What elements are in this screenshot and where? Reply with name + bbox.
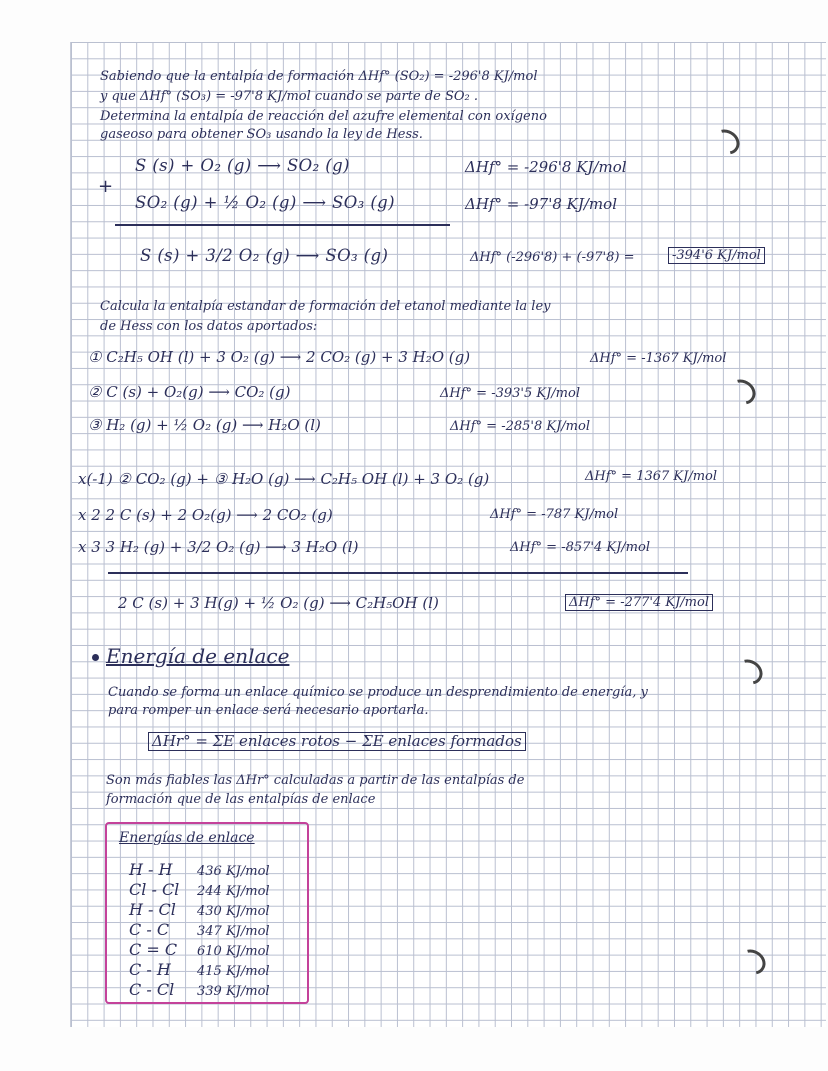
data-reaction-1: ① C₂H₅ OH (l) + 3 O₂ (g) ⟶ 2 CO₂ (g) + 3 H₂O (g) (88, 348, 471, 366)
step-reaction-2: x 2 2 C (s) + 2 O₂(g) ⟶ 2 CO₂ (g) (78, 506, 333, 524)
step-reaction-2-enthalpy: ΔHf° = -787 KJ/mol (490, 507, 619, 522)
section-title: Energía de enlace (106, 644, 290, 668)
step-reaction-3-enthalpy: ΔHf° = -857'4 KJ/mol (510, 540, 650, 555)
problem2-line-1: Calcula la entalpía estandar de formación del etanol mediante la ley (100, 299, 551, 314)
ethanol-total-result: ΔHf° = -277'4 KJ/mol (565, 594, 713, 611)
reaction-2-equation: SO₂ (g) + ½ O₂ (g) ⟶ SO₃ (g) (135, 193, 395, 212)
bond-value: 610 KJ/mol (197, 944, 270, 959)
bond-enthalpy-formula: ΔHr° = ΣE enlaces rotos − ΣE enlaces formados (148, 732, 526, 751)
step-reaction-3: x 3 3 H₂ (g) + 3/2 O₂ (g) ⟶ 3 H₂O (l) (78, 538, 359, 556)
table-row (129, 900, 270, 919)
total-enthalpy-result: -394'6 KJ/mol (668, 247, 765, 264)
data-reaction-3: ③ H₂ (g) + ½ O₂ (g) ⟶ H₂O (l) (88, 416, 321, 434)
bond-label: H - Cl (129, 900, 176, 919)
data-reaction-3-enthalpy: ΔHf° = -285'8 KJ/mol (450, 419, 590, 434)
reaction-1-enthalpy: ΔHf° = -296'8 KJ/mol (465, 158, 627, 176)
bond-energy-table (105, 822, 309, 1004)
table-row (129, 960, 270, 979)
bond-value: 415 KJ/mol (197, 964, 270, 979)
table-title: Energías de enlace (119, 830, 255, 846)
step-reaction-1-enthalpy: ΔHf° = 1367 KJ/mol (585, 469, 718, 484)
reaction-2-enthalpy: ΔHf° = -97'8 KJ/mol (465, 195, 617, 213)
bond-label: Cl - Cl (129, 880, 180, 899)
section-bullet (92, 654, 99, 661)
table-row (129, 880, 270, 899)
bond-label: C = C (129, 940, 178, 959)
data-reaction-1-enthalpy: ΔHf° = -1367 KJ/mol (590, 351, 727, 366)
bond-label: C - H (129, 960, 171, 979)
bond-label: C - C (129, 920, 170, 939)
table-row (129, 860, 270, 879)
reaction-1-equation: S (s) + O₂ (g) ⟶ SO₂ (g) (135, 156, 350, 175)
bond-label: H - H (129, 860, 173, 879)
section-paragraph-3: Son más fiables las ΔHr° calculadas a partir de las entalpías de (106, 773, 525, 788)
intro-line-1: Sabiendo que la entalpía de formación ΔHf° (SO₂) = -296'8 KJ/mol (100, 69, 538, 84)
data-reaction-2: ② C (s) + O₂(g) ⟶ CO₂ (g) (88, 383, 291, 401)
data-reaction-2-enthalpy: ΔHf° = -393'5 KJ/mol (440, 386, 580, 401)
sum-sign: + (98, 176, 114, 197)
total-enthalpy-calc: ΔHf° (-296'8) + (-97'8) = (470, 250, 635, 265)
ethanol-total-equation: 2 C (s) + 3 H(g) + ½ O₂ (g) ⟶ C₂H₅OH (l) (118, 594, 439, 612)
sum-line-2 (108, 572, 688, 574)
section-paragraph-1: Cuando se forma un enlace químico se produce un desprendimiento de energía, y (108, 685, 648, 700)
total-reaction-equation: S (s) + 3/2 O₂ (g) ⟶ SO₃ (g) (140, 246, 389, 265)
bond-value: 436 KJ/mol (197, 864, 270, 879)
table-row (129, 940, 270, 959)
section-paragraph-4: formación que de las entalpías de enlace (106, 792, 376, 807)
bond-label: C - Cl (129, 980, 175, 999)
table-row (129, 980, 270, 999)
bond-value: 347 KJ/mol (197, 924, 270, 939)
intro-line-2: y que ΔHf° (SO₃) = -97'8 KJ/mol cuando se parte de SO₂ . (100, 89, 478, 104)
bond-value: 339 KJ/mol (197, 984, 270, 999)
sum-line (115, 224, 450, 226)
bond-value: 244 KJ/mol (197, 884, 270, 899)
intro-line-4: gaseoso para obtener SO₃ usando la ley de Hess. (100, 127, 423, 142)
step-reaction-1: x(-1) ② CO₂ (g) + ③ H₂O (g) ⟶ C₂H₅ OH (l) + 3 O₂ (g) (78, 470, 490, 488)
bond-value: 430 KJ/mol (197, 904, 270, 919)
section-paragraph-2: para romper un enlace será necesario aportarla. (108, 703, 429, 718)
problem2-line-2: de Hess con los datos aportados: (100, 319, 318, 334)
intro-line-3: Determina la entalpía de reacción del azufre elemental con oxígeno (100, 109, 547, 124)
table-row (129, 920, 270, 939)
